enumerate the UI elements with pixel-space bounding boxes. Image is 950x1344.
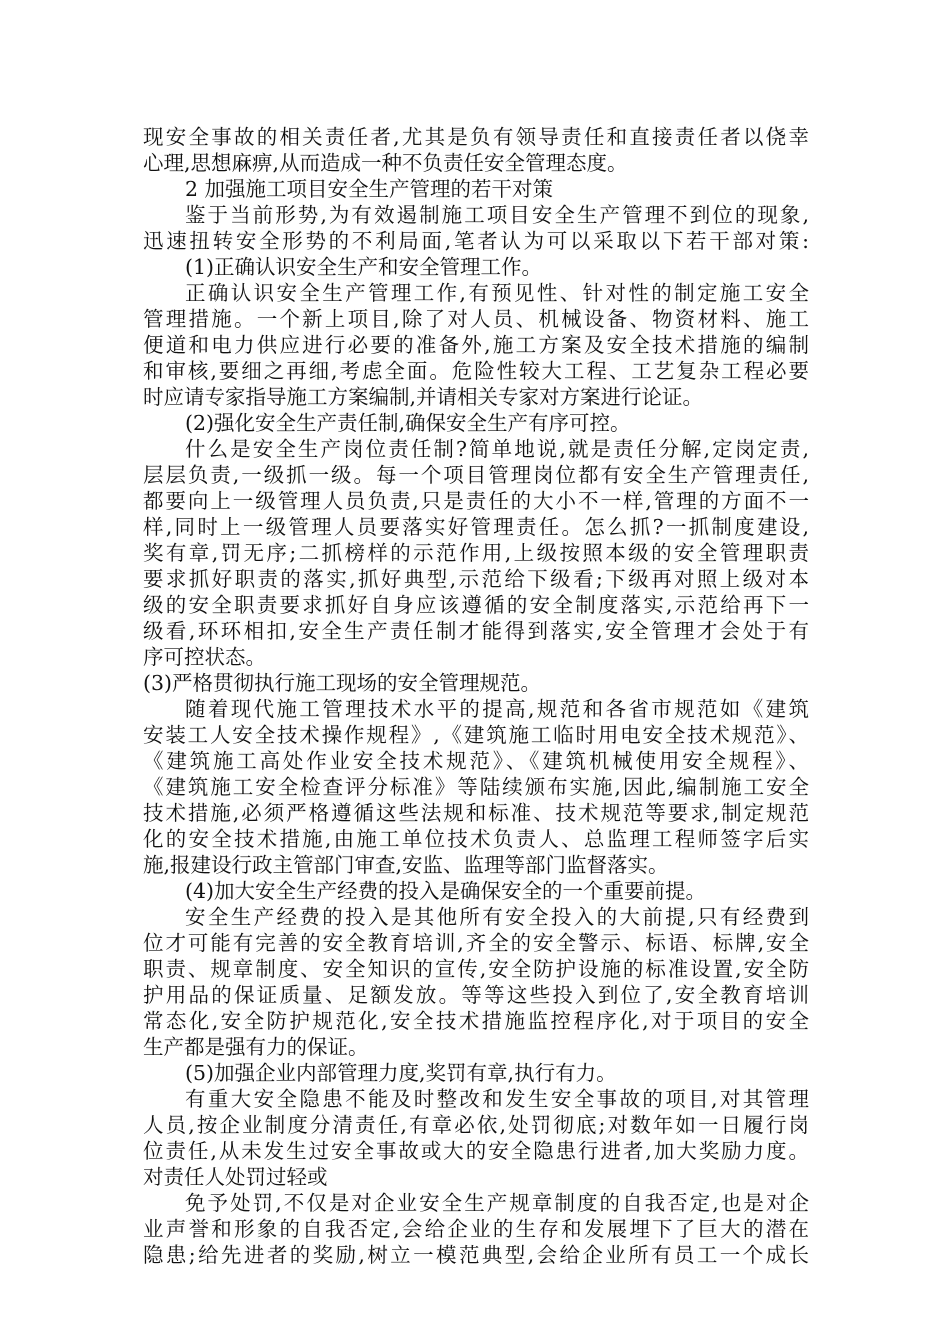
text-line: 2 加强施工项目安全生产管理的若干对策	[185, 177, 554, 201]
text-line: 《建筑施工高处作业安全技术规范》、《建筑机械使用安全规程》、	[143, 749, 809, 773]
text-line: 职责、规章制度、安全知识的宣传,安全防护设施的标准设置,安全防	[143, 957, 809, 981]
text-line: 化的安全技术措施,由施工单位技术负责人、总监理工程师签字后实	[143, 827, 809, 851]
text-line: 常态化,安全防护规范化,安全技术措施监控程序化,对于项目的安全	[143, 1009, 809, 1033]
text-line: (4)加大安全生产经费的投入是确保安全的一个重要前提。	[185, 879, 707, 903]
text-line: 都要向上一级管理人员负责,只是责任的大小不一样,管理的方面不一	[143, 489, 809, 513]
text-line: 级看,环环相扣,安全生产责任制才能得到落实,安全管理才会处于有	[143, 619, 809, 643]
text-line: 业声誉和形象的自我否定,会给企业的生存和发展埋下了巨大的潜在	[143, 1217, 809, 1241]
text-line: 生产都是强有力的保证。	[143, 1035, 369, 1059]
text-line: 迅速扭转安全形势的不利局面,笔者认为可以采取以下若干部对策:	[143, 229, 809, 253]
text-line: 《建筑施工安全检查评分标准》等陆续颁布实施,因此,编制施工安全	[143, 775, 809, 799]
text-line: 有重大安全隐患不能及时整改和发生安全事故的项目,对其管理	[185, 1087, 809, 1111]
text-line: (2)强化安全生产责任制,确保安全生产有序可控。	[185, 411, 631, 435]
text-line: 安全生产经费的投入是其他所有安全投入的大前提,只有经费到	[185, 905, 809, 929]
text-line: 心理,思想麻痹,从而造成一种不负责任安全管理态度。	[143, 151, 628, 175]
text-line: 对责任人处罚过轻或	[143, 1165, 328, 1189]
text-line: 随着现代施工管理技术水平的提高,规范和各省市规范如《建筑	[185, 697, 809, 721]
text-line: 技术措施,必须严格遵循这些法规和标准、技术规范等要求,制定规范	[143, 801, 809, 825]
text-line: 施,报建设行政主管部门审查,安监、监理等部门监督落实。	[143, 853, 669, 877]
text-line: 现安全事故的相关责任者,尤其是负有领导责任和直接责任者以侥幸	[143, 125, 809, 149]
text-line: 要求抓好职责的落实,抓好典型,示范给下级看;下级再对照上级对本	[143, 567, 809, 591]
text-line: 管理措施。一个新上项目,除了对人员、机械设备、物资材料、施工	[143, 307, 809, 331]
text-line: 序可控状态。	[143, 645, 266, 669]
text-line: 护用品的保证质量、足额发放。等等这些投入到位了,安全教育培训	[143, 983, 809, 1007]
text-line: 免予处罚,不仅是对企业安全生产规章制度的自我否定,也是对企	[185, 1191, 809, 1215]
text-line: 和审核,要细之再细,考虑全面。危险性较大工程、工艺复杂工程必要	[143, 359, 809, 383]
text-line: 位才可能有完善的安全教育培训,齐全的安全警示、标语、标牌,安全	[143, 931, 809, 955]
text-line: (3)严格贯彻执行施工现场的安全管理规范。	[143, 671, 542, 695]
document-body	[143, 124, 809, 1268]
text-line: 级的安全职责要求抓好自身应该遵循的安全制度落实,示范给再下一	[143, 593, 809, 617]
text-line: (1)正确认识安全生产和安全管理工作。	[185, 255, 543, 279]
text-line: 位责任,从未发生过安全事故或大的安全隐患行进者,加大奖励力度。	[143, 1139, 809, 1163]
text-line: (5)加强企业内部管理力度,奖罚有章,执行有力。	[185, 1061, 617, 1085]
text-line: 时应请专家指导施工方案编制,并请相关专家对方案进行论证。	[143, 385, 704, 409]
text-line: 什么是安全生产岗位责任制?简单地说,就是责任分解,定岗定责,	[185, 437, 809, 461]
text-line: 人员,按企业制度分清责任,有章必依,处罚彻底;对数年如一日履行岗	[143, 1113, 809, 1137]
text-line: 样,同时上一级管理人员要落实好管理责任。怎么抓?一抓制度建设,	[143, 515, 809, 539]
text-line: 隐患;给先进者的奖励,树立一模范典型,会给企业所有员工一个成长	[143, 1243, 809, 1267]
text-line: 正确认识安全生产管理工作,有预见性、针对性的制定施工安全	[185, 281, 809, 305]
text-line: 便道和电力供应进行必要的准备外,施工方案及安全技术措施的编制	[143, 333, 809, 357]
text-line: 鉴于当前形势,为有效遏制施工项目安全生产管理不到位的现象,	[185, 203, 809, 227]
text-line: 安装工人安全技术操作规程》,《建筑施工临时用电安全技术规范》、	[143, 723, 809, 747]
text-line: 层层负责,一级抓一级。每一个项目管理岗位都有安全生产管理责任,	[143, 463, 809, 487]
text-line: 奖有章,罚无序;二抓榜样的示范作用,上级按照本级的安全管理职责	[143, 541, 809, 565]
